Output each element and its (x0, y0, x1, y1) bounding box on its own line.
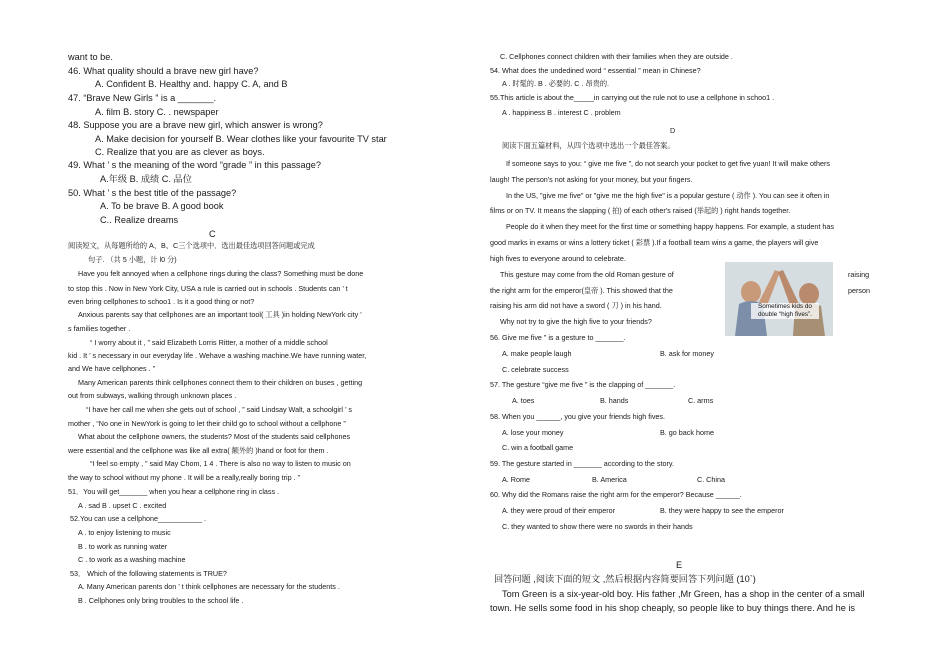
passage-line: This gesture may come from the old Roman gesture of (500, 270, 674, 279)
section-d-heading: D (670, 126, 676, 135)
passage-line: “I feel so empty , ” said May Chom, 1 4 . There is also no way to listen to music on (90, 459, 351, 468)
passage-line: even bring cellphones to schoo1 . Is it a good thing or not? (68, 297, 255, 306)
high-five-illustration (725, 262, 833, 336)
question-52-option-b: B . to work as running water (78, 542, 168, 551)
passage-line-end: person (848, 286, 870, 295)
question-53-option-b: B . Cellphones only bring troubles to the school life . (78, 596, 244, 605)
section-c-instructions: 阅读短文，从每题所给的 A、B、C三个选项中．选出最佳选项回答问题或完成 (68, 241, 315, 250)
section-d-instructions: 阅读下面五篇材料，从四个选项中选出一个最佳答案。 (502, 141, 675, 150)
question-53-option-c: C. Cellphones connect children with their families when they are outside . (500, 52, 733, 61)
passage-line: to stop this . Now in New York City, USA a rule is carried out in schools . Students can ’ t (68, 284, 348, 293)
question-59-option-a: A. Rome (502, 475, 530, 484)
question-56: 56. Give me five ” is a gesture to _______. (490, 333, 626, 342)
passage-line: “ I worry about it , ” said Elizabeth Lorris Ritter, a mother of a middle school (90, 338, 328, 347)
question-49-options: A.年级 B. 成绩 C. 品位 (100, 174, 192, 184)
section-c-instructions-2: 句子. （共 5 小题，计 l0 分) (88, 255, 177, 264)
passage-line: and We have cellphones . ” (68, 364, 155, 373)
question-60-option-b: B. they were happy to see the emperor (660, 506, 784, 515)
section-c-heading: C (209, 229, 216, 239)
question-47-options: A. film B. story C. . newspaper (95, 107, 219, 117)
passage-line: laugh! The person's not asking for your money, but your fingers. (490, 175, 693, 184)
question-60-option-a: A. they were proud of their emperor (502, 506, 616, 515)
passage-line-end: raising (848, 270, 870, 279)
question-57-option-a: A. toes (512, 396, 535, 405)
passage-e-line: town. He sells some food in his shop cheaply, so people like to buy things there. And he is (490, 603, 855, 613)
question-55: 55.This article is about the_____in carrying out the rule not to use a cellphone in schoo1 . (490, 93, 775, 102)
question-51: 51．You will get_______ when you hear a cellphone ring in class . (68, 487, 280, 496)
question-57: 57. The gesture “give me five ” is the clapping of _______. (490, 380, 676, 389)
question-50-option-c: C.. Realize dreams (100, 215, 179, 225)
question-56-option-b: B. ask for money (660, 349, 714, 358)
question-47: 47. “Brave New Girls ” is a _______. (68, 93, 217, 103)
passage-line: out from subways, walking through unknown places . (68, 391, 237, 400)
text-line: want to be. (68, 52, 113, 62)
question-48: 48. Suppose you are a brave new girl, which answer is wrong? (68, 120, 323, 130)
passage-line: raising his arm did not have a sword ( 刀 ) in his hand. (490, 301, 662, 310)
passage-line: People do it when they meet for the first time or something happy happens. For example, a student has (506, 222, 835, 231)
question-53-option-a: A. Many American parents don ’ t think cellphones are necessary for the students . (78, 582, 340, 591)
passage-line: good marks in exams or wins a lottery ticket ( 彩票 ).If a football team wins a game, the players will give (490, 238, 819, 247)
passage-e-line: Tom Green is a six-year-old boy. His father ,Mr Green, has a shop in the center of a small (502, 589, 865, 599)
question-58-option-c: C. win a football game (502, 443, 574, 452)
question-52: 52.You can use a cellphone___________ . (70, 514, 207, 523)
passage-line: What about the cellphone owners, the students? Most of the students said cellphones (78, 432, 351, 441)
section-e-instructions: 回答问题 ,阅读下面的短文 ,然后根据内容简要回答下列问题 (10`) (494, 574, 756, 584)
passage-line: s families together . (68, 324, 131, 333)
question-57-option-b: B. hands (600, 396, 629, 405)
question-55-options: A . happiness B . interest C . problem (502, 108, 621, 117)
question-58-option-b: B. go back home (660, 428, 714, 437)
photo-caption: Sometimes kids do double “high fives”. (751, 303, 819, 319)
passage-line: mother , “No one in NewYork is going to let their child go to school without a cellphone ” (68, 419, 346, 428)
question-59: 59. The gesture started in _______ according to the story. (490, 459, 674, 468)
question-52-option-a: A . to enjoy listening to music (78, 528, 171, 537)
question-50: 50. What ’ s the best title of the passage? (68, 188, 237, 198)
question-48-options-ab: A. Make decision for yourself B. Wear clothes like your favourite TV star (95, 134, 387, 144)
question-56-option-c: C. celebrate success (502, 365, 569, 374)
passage-line: were essential and the cellphone was like all extra( 额外的 )hand or foot for them . (68, 446, 329, 455)
question-52-option-c: C . to work as a washing machine (78, 555, 186, 564)
question-53: 53． Which of the following statements is TRUE? (70, 569, 227, 578)
question-58: 58. When you ______, you give your friends high fives. (490, 412, 666, 421)
question-50-options-ab: A. To be brave B. A good book (100, 201, 224, 211)
section-e-heading: E (676, 560, 683, 570)
passage-line: the way to school without my phone . It will be a really,really boring trip . ” (68, 473, 300, 482)
passage-line: Anxious parents say that cellphones are an important tool( 工具 )in holding NewYork city ’ (78, 310, 362, 319)
question-56-option-a: A. make people laugh (502, 349, 572, 358)
high-five-photo (725, 262, 833, 336)
question-54-options: A . 时髦的. B . 必要的. C . 昂贵的. (502, 79, 610, 88)
passage-line: If someone says to you: “ give me five ”, do not search your pocket to get five yuan! It will make others (506, 159, 830, 168)
passage-line: Many American parents think cellphones connect them to their children on buses , getting (78, 378, 363, 387)
question-60-option-c: C. they wanted to show there were no swords in their hands (502, 522, 693, 531)
question-49: 49. What ’ s the meaning of the word “grade ” in this passage? (68, 160, 321, 170)
question-59-option-b: B. America (592, 475, 627, 484)
question-59-option-c: C. China (697, 475, 725, 484)
passage-line: In the US, "give me five" or "give me the high five" is a popular gesture ( 动作 ). You can see it often in (506, 191, 830, 200)
question-51-options: A . sad B . upset C . excited (78, 501, 167, 510)
passage-line: the right arm for the emperor(皇帝 ). This showed that the (490, 286, 673, 295)
passage-line: kid . It ’ s necessary in our everyday life . Wehave a washing machine.We have running water, (68, 351, 367, 360)
question-58-option-a: A. lose your money (502, 428, 564, 437)
question-57-option-c: C. arms (688, 396, 714, 405)
question-48-option-c: C. Realize that you are as clever as boys. (95, 147, 265, 157)
passage-line: “I have her call me when she gets out of school , ” said Lindsay Walt, a schoolgirl ’ s (86, 405, 352, 414)
passage-line: high fives to everyone around to celebrate. (490, 254, 626, 263)
question-46: 46. What quality should a brave new girl have? (68, 66, 259, 76)
passage-line: Why not try to give the high five to your friends? (500, 317, 652, 326)
passage-line: films or on TV. It means the slapping ( 拍) of each other's raised (举起的 ) right hands together. (490, 206, 791, 215)
question-46-options: A. Confident B. Healthy and. happy C. A, and B (95, 79, 288, 89)
question-60: 60. Why did the Romans raise the right arm for the emperor? Because ______. (490, 490, 742, 499)
question-54: 54. What does the undedined word “ essential ” mean in Chinese? (490, 66, 701, 75)
passage-line: Have you felt annoyed when a cellphone rings during the class? Something must be done (78, 269, 364, 278)
